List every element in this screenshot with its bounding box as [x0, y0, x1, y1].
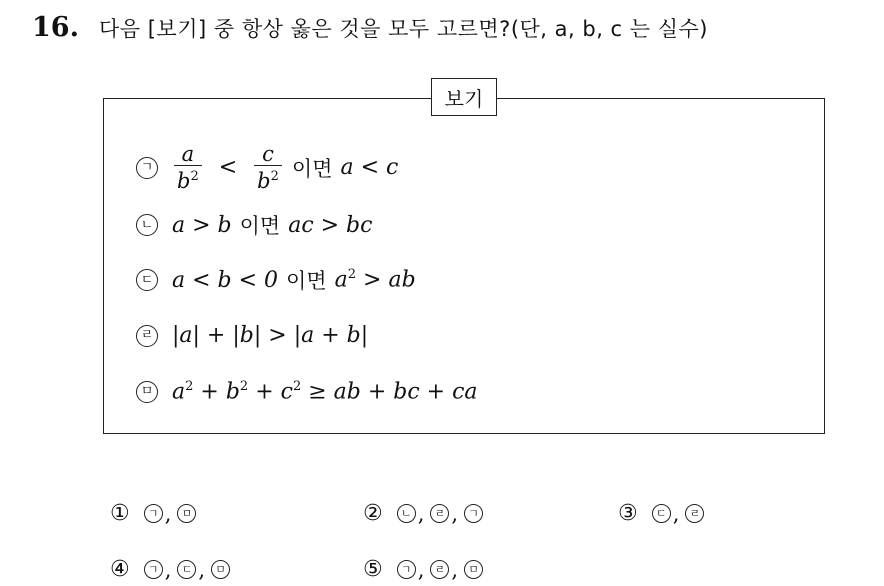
choice-number: ②: [363, 501, 383, 526]
choice-5[interactable]: [363, 557, 483, 582]
item-connector: 이면: [291, 156, 333, 181]
fraction-c-over-b2: [254, 143, 282, 192]
item-hypothesis: a < b < 0: [172, 267, 279, 293]
conclusion-rest: > ab: [356, 267, 416, 293]
bogi-item-3: [136, 265, 416, 295]
question-number: 16.: [32, 12, 79, 43]
choice-marker: ㄷ: [652, 504, 671, 523]
item-marker: ㄷ: [136, 269, 158, 291]
bogi-item-4: [136, 323, 368, 348]
term-base: + b: [193, 379, 240, 405]
choice-marker: ㅁ: [464, 560, 483, 579]
term-exponent: 2: [292, 379, 302, 394]
choice-marker: ㅁ: [211, 560, 230, 579]
item-hypothesis: a > b: [172, 212, 232, 238]
choice-marker: ㄱ: [464, 504, 483, 523]
choice-separator: ,: [164, 501, 172, 526]
denominator-exponent: 2: [270, 169, 279, 184]
denominator-base: b: [177, 169, 191, 193]
choice-marker: ㄴ: [397, 504, 416, 523]
choice-3[interactable]: [618, 501, 704, 526]
item-marker: ㄹ: [136, 325, 158, 347]
bogi-item-2: [136, 210, 372, 240]
choice-separator: ,: [672, 501, 680, 526]
term-exponent: 2: [239, 379, 249, 394]
fraction-denominator: [174, 165, 202, 192]
choice-marker: ㄹ: [430, 504, 449, 523]
choice-number: ④: [110, 557, 130, 582]
term-exponent: 2: [185, 379, 194, 394]
choice-separator: ,: [417, 501, 425, 526]
choice-number: ①: [110, 501, 130, 526]
choice-separator: ,: [451, 557, 459, 582]
choice-number: ③: [618, 501, 638, 526]
choice-marker: ㄱ: [144, 504, 163, 523]
choice-separator: ,: [451, 501, 459, 526]
choice-4[interactable]: [110, 557, 230, 582]
bogi-item-5: [136, 379, 478, 404]
term-rest: ≥ ab + bc + ca: [301, 379, 478, 405]
item-expression: |a| + |b| > |a + b|: [172, 323, 369, 348]
item-expression: [172, 379, 478, 404]
question-header: [32, 12, 708, 52]
choice-marker: ㄷ: [177, 560, 196, 579]
choice-1[interactable]: [110, 501, 196, 526]
denominator-base: b: [257, 169, 271, 193]
choice-marker: ㅁ: [177, 504, 196, 523]
conclusion-base: a: [334, 267, 348, 293]
item-connector: 이면: [286, 269, 327, 293]
fraction-denominator: [254, 165, 282, 192]
item-conclusion: a < c: [340, 155, 399, 180]
item-marker: ㄴ: [136, 214, 158, 236]
choice-2[interactable]: [363, 501, 483, 526]
item-connector: 이면: [239, 214, 281, 238]
choice-separator: ,: [164, 557, 172, 582]
fraction-a-over-b2: [174, 143, 202, 192]
bogi-item-1: [136, 143, 398, 192]
item-conclusion: [335, 267, 416, 292]
choice-number: ⑤: [363, 557, 383, 582]
choice-separator: ,: [417, 557, 425, 582]
choice-marker: ㄹ: [430, 560, 449, 579]
choice-marker: ㄱ: [144, 560, 163, 579]
item-conclusion: ac > bc: [288, 212, 373, 238]
fraction-numerator: a: [181, 142, 195, 166]
question-text: 다음 [보기] 중 항상 옳은 것을 모두 고르면?(단, a, b, c 는 실수): [98, 17, 708, 41]
fraction-numerator: c: [262, 142, 274, 166]
item-expression: [172, 143, 284, 192]
bogi-title: 보기: [431, 78, 497, 116]
item-marker: ㅁ: [136, 381, 158, 403]
denominator-exponent: 2: [190, 169, 199, 184]
choice-separator: ,: [198, 557, 206, 582]
item-marker: ㄱ: [136, 157, 158, 179]
conclusion-exponent: 2: [347, 267, 357, 283]
term-base: + c: [248, 379, 293, 405]
choice-marker: ㄹ: [685, 504, 704, 523]
relation-symbol: <: [218, 154, 238, 180]
term-base: a: [172, 379, 186, 405]
choice-marker: ㄱ: [397, 560, 416, 579]
